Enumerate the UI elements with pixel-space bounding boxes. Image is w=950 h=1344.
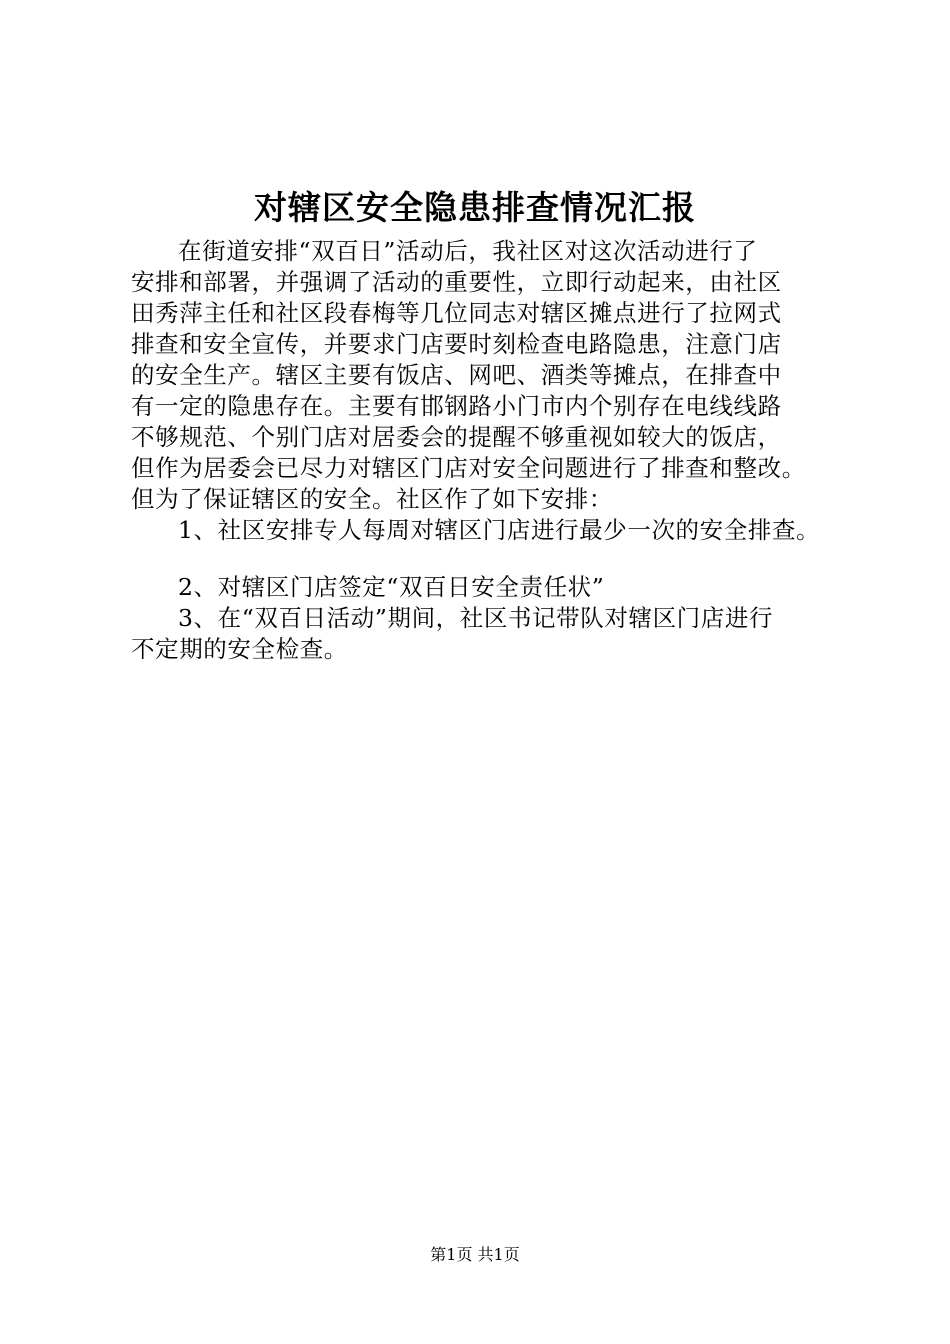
body-line: 安排和部署，并强调了活动的重要性，立即行动起来，由社区 [131,268,782,296]
body-line: 在街道安排“双百日”活动后，我社区对这次活动进行了 [178,237,758,265]
page-footer: 第1页 共1页 [430,1245,520,1264]
body-line: 不够规范、个别门店对居委会的提醒不够重视如较大的饭店， [131,423,782,451]
body-line: 但为了保证辖区的安全。社区作了如下安排： [131,485,613,513]
body-line: 田秀萍主任和社区段春梅等几位同志对辖区摊点进行了拉网式 [131,299,782,327]
list-item-2: 2、对辖区门店签定“双百日安全责任状” [178,573,605,601]
list-item-3: 3、在“双百日活动”期间，社区书记带队对辖区门店进行 [178,604,774,632]
document-title: 对辖区安全隐患排查情况汇报 [254,188,696,227]
body-line: 但作为居委会已尽力对辖区门店对安全问题进行了排查和整改。 [131,454,806,482]
list-item-1: 1、社区安排专人每周对辖区门店进行最少一次的安全排查。 [178,516,821,544]
list-item-3-continued: 不定期的安全检查。 [131,635,348,663]
body-line: 的安全生产。辖区主要有饭店、网吧、酒类等摊点，在排查中 [131,361,782,389]
body-line: 排查和安全宣传，并要求门店要时刻检查电路隐患，注意门店 [131,330,782,358]
body-line: 有一定的隐患存在。主要有邯钢路小门市内个别存在电线线路 [131,392,782,420]
